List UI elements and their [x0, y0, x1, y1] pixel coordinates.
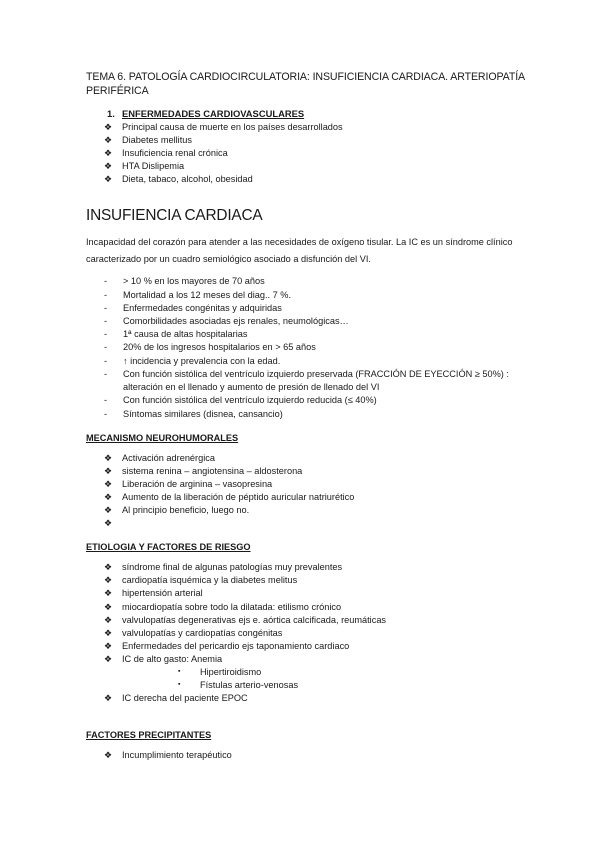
list-item [104, 368, 537, 394]
list-item [104, 491, 537, 504]
dash-bullet-icon: - [104, 395, 108, 406]
diamond-bullet-icon: ❖ [104, 653, 113, 664]
list-item-text: valvulopatías degenerativas ejs e. aórtica calcificada, reumáticas [122, 614, 387, 625]
list-item-text: Activación adrenérgica [122, 452, 215, 463]
diamond-bullet-icon: ❖ [104, 122, 113, 132]
list-item-text: Mortalidad a los 12 meses del diag.. 7 %. [123, 289, 292, 300]
list-item-text: síndrome final de algunas patologías muy prevalentes [122, 562, 343, 573]
diamond-bullet-icon: ❖ [104, 505, 113, 516]
list-item [104, 587, 537, 600]
diamond-bullet-icon: ❖ [104, 518, 113, 529]
diamond-bullet-icon: ❖ [104, 562, 113, 573]
list-item [104, 147, 537, 160]
list-item-text: Insuficiencia renal crónica [122, 148, 228, 159]
list-item [104, 465, 537, 478]
list-item-text: IC de alto gasto: Anemia [122, 653, 223, 664]
list-item [104, 692, 537, 705]
insuficiencia-heading: INSUFIENCIA CARDIACA [86, 207, 263, 225]
topic-title: TEMA 6. PATOLOGÍA CARDIOCIRCULATORIA: INSUFICIENCIA CARDIACA. ARTERIOPATÍA PERIFÉRICA [86, 71, 525, 97]
list-item [104, 160, 537, 173]
sub-list-item [176, 679, 537, 692]
precipitantes-list [86, 749, 537, 762]
list-item-text: valvulopatías y cardiopatías congénitas [122, 627, 283, 638]
section-number: 1. [107, 108, 115, 119]
list-item-text: > 10 % en los mayores de 70 años [123, 276, 265, 287]
list-item-text: Comorbilidades asociadas ejs renales, neumológicas… [123, 316, 349, 327]
list-item [104, 627, 537, 640]
list-item [104, 653, 537, 666]
list-item [104, 328, 537, 341]
diamond-bullet-icon: ❖ [104, 174, 113, 185]
list-item-text: Aumento de la liberación de péptido auricular natriurético [122, 491, 355, 502]
list-item [104, 394, 537, 407]
diamond-bullet-icon: ❖ [104, 452, 113, 463]
list-item-text: Enfermedades congénitas y adquiridas [123, 302, 282, 313]
list-item [104, 614, 537, 627]
list-item-text: Hipertiroidismo [200, 667, 262, 678]
etiologia-list [86, 561, 537, 666]
square-bullet-icon: ▪ [178, 680, 181, 688]
list-item-text: cardiopatía isquémica y la diabetes melitus [122, 575, 298, 586]
list-item-text: 1ª causa de altas hospitalarias [123, 329, 248, 340]
dash-bullet-icon: - [104, 368, 108, 379]
spacer [86, 705, 537, 718]
diamond-bullet-icon: ❖ [104, 749, 113, 760]
dash-bullet-icon: - [104, 329, 108, 340]
dash-bullet-icon: - [104, 289, 108, 300]
list-item [104, 355, 537, 368]
list-item-text: miocardiopatía sobre todo la dilatada: etilismo crónico [122, 601, 342, 612]
diamond-bullet-icon: ❖ [104, 601, 113, 612]
list-item [104, 121, 537, 134]
diamond-bullet-icon: ❖ [104, 148, 113, 159]
enfermedades-list [86, 121, 537, 186]
list-item-text: Al principio beneficio, luego no. [122, 505, 250, 516]
square-bullet-icon: ▪ [178, 668, 181, 676]
list-item-text: ↑ incidencia y prevalencia con la edad. [123, 355, 281, 366]
dash-bullet-icon: - [104, 355, 108, 366]
diamond-bullet-icon: ❖ [104, 692, 113, 703]
alto-gasto-sublist [86, 666, 537, 692]
list-item-text: Fístulas arterio-venosas [200, 679, 299, 690]
list-item [104, 134, 537, 147]
list-item [104, 289, 537, 302]
diamond-bullet-icon: ❖ [104, 575, 113, 586]
list-item-text: Dieta, tabaco, alcohol, obesidad [122, 174, 253, 185]
list-item-text: Síntomas similares (disnea, cansancio) [123, 408, 283, 419]
list-item [104, 408, 537, 421]
dash-bullet-icon: - [104, 302, 108, 313]
list-item [104, 517, 537, 530]
list-item-text: Liberación de arginina – vasopresina [122, 478, 273, 489]
list-item-text: Incumplimiento terapéutico [122, 749, 232, 760]
diamond-bullet-icon: ❖ [104, 478, 113, 489]
diamond-bullet-icon: ❖ [104, 640, 113, 651]
list-item [104, 561, 537, 574]
list-item-text: Diabetes mellitus [122, 135, 192, 146]
list-item [104, 302, 537, 315]
list-item [104, 749, 537, 762]
diamond-bullet-icon: ❖ [104, 588, 113, 599]
section-heading-enfermedades [107, 108, 537, 119]
list-item-text: Con función sistólica del ventrículo izquierdo reducida (≤ 40%) [123, 395, 377, 406]
list-item-text: HTA Dislipemia [122, 161, 185, 172]
list-item-text: IC derecha del paciente EPOC [122, 692, 248, 703]
list-item-text: sistema renina – angiotensina – aldosterona [122, 465, 303, 476]
diamond-bullet-icon: ❖ [104, 135, 113, 146]
dash-bullet-icon: - [104, 342, 108, 353]
list-item [104, 601, 537, 614]
mecanismo-heading: MECANISMO NEUROHUMORALES [86, 432, 239, 443]
etiologia-list-end [86, 692, 537, 705]
list-item-text: 20% de los ingresos hospitalarios en > 65 años [123, 342, 316, 353]
list-item [104, 452, 537, 465]
diamond-bullet-icon: ❖ [104, 465, 113, 476]
diamond-bullet-icon: ❖ [104, 614, 113, 625]
diamond-bullet-icon: ❖ [104, 491, 113, 502]
diamond-bullet-icon: ❖ [104, 161, 113, 172]
etiologia-heading: ETIOLOGIA Y FACTORES DE RIESGO [86, 542, 251, 553]
insuficiencia-list [86, 275, 537, 420]
list-item-text: Enfermedades del pericardio ejs taponamiento cardiaco [122, 640, 350, 651]
list-item [104, 275, 537, 288]
list-item-text [122, 518, 125, 528]
list-item [104, 640, 537, 653]
sub-list-item [176, 666, 537, 679]
list-item [104, 315, 537, 328]
dash-bullet-icon: - [104, 276, 108, 287]
dash-bullet-icon: - [104, 408, 108, 419]
list-item [104, 478, 537, 491]
list-item-text: Con función sistólica del ventrículo izquierdo preservada (FRACCIÓN DE EYECCIÓN ≥ 50%) : alteración en el llenado y aumento de presión de llenado del VI [123, 368, 509, 393]
insuficiencia-intro: Incapacidad del corazón para atender a las necesidades de oxígeno tisular. La IC es un síndrome clínico caracterizado por un cuadro semiológico asociado a disfunción del VI. [86, 237, 513, 264]
diamond-bullet-icon: ❖ [104, 627, 113, 638]
list-item [104, 574, 537, 587]
dash-bullet-icon: - [104, 316, 108, 327]
precipitantes-heading: FACTORES PRECIPITANTES [86, 729, 212, 740]
list-item-text: hipertensión arterial [122, 588, 203, 599]
list-item [104, 173, 537, 186]
list-item [104, 341, 537, 354]
list-item [104, 504, 537, 517]
mecanismo-list [86, 452, 537, 531]
section-heading-text: ENFERMEDADES CARDIOVASCULARES [122, 108, 305, 119]
list-item-text: Principal causa de muerte en los países desarrollados [122, 122, 343, 132]
